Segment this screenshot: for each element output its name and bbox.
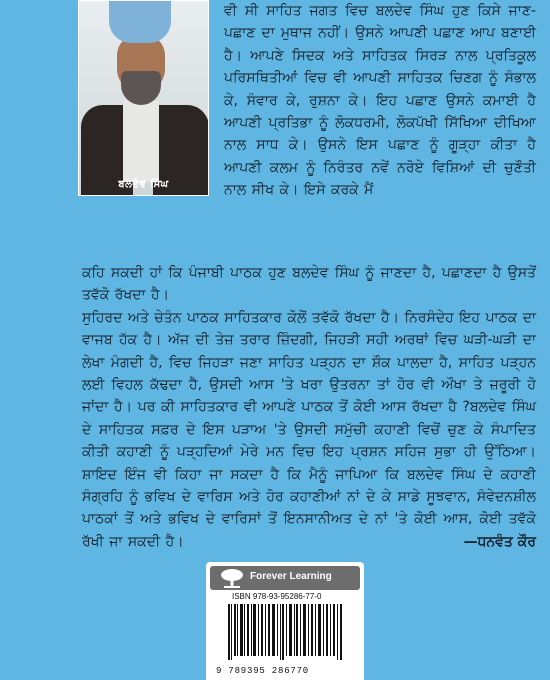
publisher-band [210,566,360,590]
isbn-label: ISBN 978-93-95286-77-0 [232,592,322,601]
author-photo [78,0,209,196]
photo-caption: ਬਲਦੇਵ ਸਿੰਘ [118,179,169,190]
publisher-block [206,562,364,680]
tree-logo-icon [220,568,244,588]
publisher-name: Forever Learning [250,571,332,582]
barcode-number: 9 789395 286770 [216,666,310,676]
blurb-full-text: ਕਹਿ ਸਕਦੀ ਹਾਂ ਕਿ ਪੰਜਾਬੀ ਪਾਠਕ ਹੁਣ ਬਲਦੇਵ ਸਿੰਘ ਨੂੰ ਜਾਣਦਾ ਹੈ, ਪਛਾਣਦਾ ਹੈ ਉਸਤੋਂ ਤਵੱਕੋ ਰੱਖਦਾ ਹੈ। ਸੁਹਿਰਦ ਅਤੇ ਚੇਤੰਨ ਪਾਠਕ ਸਾਹਿਤਕਾਰ ਕੋਲੋਂ ਤਵੱਕੋ ਰੱਖਦਾ ਹੈ। ਨਿਰਸੰਦੇਹ ਇਹ ਪਾਠਕ ਦਾ ਵਾਜਬ ਹੱਕ ਹੈ। ਅੱਜ ਦੀ ਤੇਜ਼ ਤਰਾਰ ਜ਼ਿੰਦਗੀ, ਜਿਹੜੀ ਸਹੀ ਅਰਥਾਂ ਵਿਚ ਘੜੀ-ਘੜੀ ਦਾ ਲੇਖਾ ਮੰਗਦੀ ਹੈ, ਵਿਚ ਜਿਹੜਾ ਜਣਾ ਸਾਹਿਤ ਪੜ੍ਹਨ ਦਾ ਸ਼ੌਕ ਪਾਲਦਾ ਹੈ, ਸਾਹਿਤ ਪੜ੍ਹਨ ਲਈ ਵਿਹਲ ਕੱਢਦਾ ਹੈ, ਉਸਦੀ ਆਸ 'ਤੇ ਖਰਾ ਉਤਰਨਾ ਤਾਂ ਹੋਰ ਵੀ ਔਖਾ ਤੇ ਜ਼ਰੂਰੀ ਹੋ ਜਾਂਦਾ ਹੈ। ਪਰ ਕੀ ਸਾਹਿਤਕਾਰ ਵੀ ਆਪਣੇ ਪਾਠਕ ਤੋਂ ਕੋਈ ਆਸ ਰੱਖਦਾ ਹੈ ?ਬਲਦੇਵ ਸਿੰਘ ਦੇ ਸਾਹਿਤਕ ਸਫ਼ਰ ਦੇ ਇਸ ਪੜਾਅ 'ਤੇ ਉਸਦੀ ਸਮੁੱਚੀ ਕਹਾਣੀ ਵਿਚੋਂ ਚੁਣ ਕੇ ਸੰਪਾਦਿਤ ਕੀਤੀ ਕਹਾਣੀ ਨੂੰ ਪੜ੍ਹਦਿਆਂ ਮੇਰੇ ਮਨ ਵਿਚ ਇਹ ਪ੍ਰਸ਼ਨ ਸਹਿਜ ਸੁਭਾ ਹੀ ਉੱਠਿਆ। ਸ਼ਾਇਦ ਇੰਜ ਵੀ ਕਿਹਾ ਜਾ ਸਕਦਾ ਹੈ ਕਿ ਮੈਨੂੰ ਜਾਪਿਆ ਕਿ ਬਲਦੇਵ ਸਿੰਘ ਦੇ ਕਹਾਣੀ ਸੰਗ੍ਰਹਿ ਨੂੰ ਭਵਿਖ ਦੇ ਵਾਰਿਸ ਅਤੇ ਹੋਰ ਕਹਾਣੀਆਂ ਨਾਂ ਦੇ ਕੇ ਸਾਡੇ ਸੂਝਵਾਨ, ਸੰਵੇਦਨਸ਼ੀਲ ਪਾਠਕਾਂ ਤੋਂ ਅਤੇ ਭਵਿਖ ਦੇ ਵਾਰਿਸਾਂ ਤੋਂ ਇਨਸਾਨੀਅਤ ਦੇ ਨਾਂ 'ਤੇ ਕੋਈ ਆਸ, ਕੋਈ ਤਵੱਕੋ ਰੱਖੀ ਜਾ ਸਕਦੀ ਹੈ। [82,265,536,550]
turban-shape [109,1,171,43]
author-signature: —ਧਨਵੰਤ ਕੌਰ [463,534,536,550]
barcode-icon [228,604,344,660]
blurb-column-text: ਵੀ ਸੀ ਸਾਹਿਤ ਜਗਤ ਵਿਚ ਬਲਦੇਵ ਸਿੰਘ ਹੁਣ ਕਿਸੇ ਜਾਣ-ਪਛਾਣ ਦਾ ਮੁਥਾਜ ਨਹੀਂ। ਉਸਨੇ ਆਪਣੀ ਪਛਾਣ ਆਪ ਬਣਾਈ ਹੈ। ਆਪਣੇ ਸਿਦਕ ਅਤੇ ਸਾਹਿਤਕ ਸਿਰੜ ਨਾਲ ਪ੍ਰਤਿਕੂਲ ਪਰਿਸਥਿਤੀਆਂ ਵਿਚ ਵੀ ਆਪਣੀ ਸਾਹਿਤਕ ਚਿਣਗ ਨੂੰ ਸੰਭਾਲ ਕੇ, ਸੰਵਾਰ ਕੇ, ਰੁਸ਼ਨਾ ਕੇ। ਇਹ ਪਛਾਣ ਉਸਨੇ ਕਮਾਈ ਹੈ ਆਪਣੀ ਪ੍ਰਤਿਭਾ ਨੂੰ ਲੋਕਧਰਮੀ, ਲੋਕਪੱਖੀ ਸਿੱਖਿਆ ਦੀਖਿਆ ਨਾਲ ਸਾਧ ਕੇ। ਉਸਨੇ ਇਸ ਪਛਾਣ ਨੂੰ ਗੂੜ੍ਹਾ ਕੀਤਾ ਹੈ ਆਪਣੀ ਕਲਮ ਨੂੰ ਨਿਰੰਤਰ ਨਵੇਂ ਨਰੋਏ ਵਿਸ਼ਿਆਂ ਦੀ ਚੁਣੌਤੀ ਨਾਲ ਸੀਖ ਕੇ। ਇਸੇ ਕਰਕੇ ਮੈਂ [224,3,536,199]
